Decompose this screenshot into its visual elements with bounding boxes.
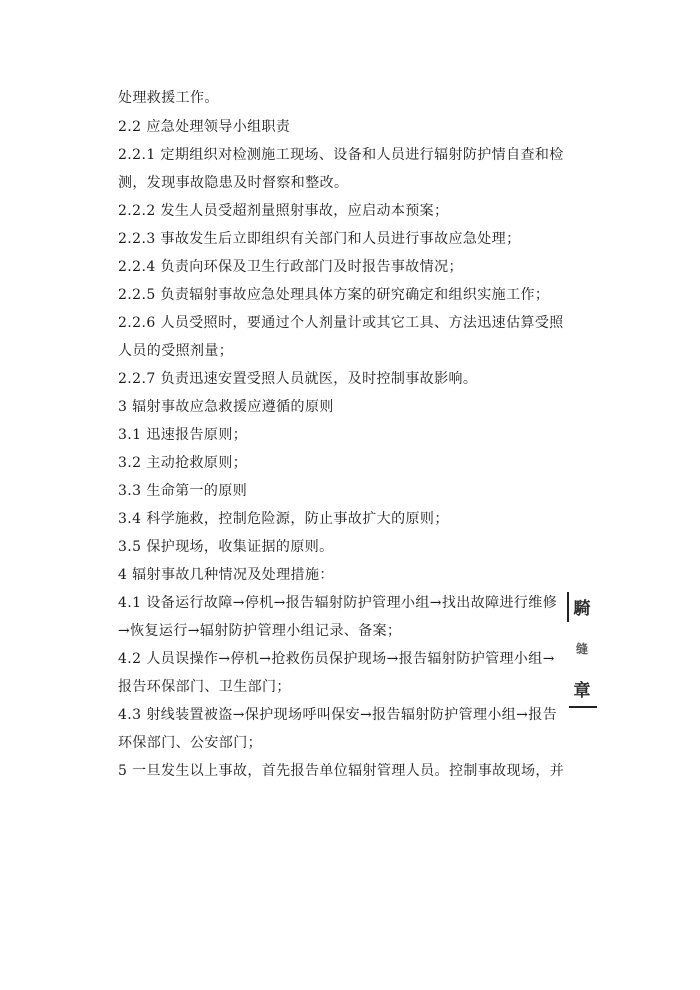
seal-fragment: 章 [573, 681, 591, 701]
text-line: 4.1 设备运行故障→停机→报告辐射防护管理小组→找出故障进行维修 [118, 595, 558, 611]
text-line: 2.2.3 事故发生后立即组织有关部门和人员进行事故应急处理； [118, 231, 521, 247]
text-line: 2.2.4 负责向环保及卫生行政部门及时报告事故情况； [118, 259, 463, 275]
text-line: →恢复运行→辐射防护管理小组记录、备案； [118, 623, 402, 639]
section-heading: 3 辐射事故应急救援应遵循的原则 [118, 399, 334, 415]
seal-fragment: 騎 [573, 599, 591, 619]
text-line: 4.3 射线装置被盗→保护现场呼叫保安→报告辐射防护管理小组→报告 [118, 707, 558, 723]
text-line: 环保部门、公安部门； [118, 735, 262, 751]
seam-seal-stamp [567, 584, 601, 714]
section-heading: 5 一旦发生以上事故，首先报告单位辐射管理人员。控制事故现场，并 [118, 763, 565, 779]
text-line: 4.2 人员误操作→停机→抢救伤员保护现场→报告辐射防护管理小组→ [118, 651, 555, 667]
text-line: 2.2.2 发生人员受超剂量照射事故，应启动本预案； [118, 203, 449, 219]
section-heading: 2.2 应急处理领导小组职责 [118, 119, 291, 135]
seal-fragment: 缝 [575, 642, 588, 656]
text-line: 3.2 主动抢救原则； [118, 455, 248, 471]
text-line: 2.2.7 负责迅速安置受照人员就医，及时控制事故影响。 [118, 371, 478, 387]
text-line: 测，发现事故隐患及时督察和整改。 [118, 175, 349, 191]
text-line: 人员的受照剂量； [118, 343, 234, 359]
text-line: 3.5 保护现场，收集证据的原则。 [118, 539, 334, 555]
text-line: 3.1 迅速报告原则； [118, 427, 248, 443]
text-line: 3.4 科学施救，控制危险源，防止事故扩大的原则； [118, 511, 449, 527]
text-line: 2.2.5 负责辐射事故应急处理具体方案的研究确定和组织实施工作； [118, 287, 550, 303]
text-line: 2.2.6 人员受照时，要通过个人剂量计或其它工具、方法迅速估算受照 [118, 315, 564, 331]
section-heading: 4 辐射事故几种情况及处理措施： [118, 567, 334, 583]
text-line: 报告环保部门、卫生部门； [118, 679, 291, 695]
text-line: 3.3 生命第一的原则 [118, 483, 248, 499]
text-line: 处理救援工作。 [118, 90, 219, 106]
seal-border [569, 706, 597, 708]
text-line: 2.2.1 定期组织对检测施工现场、设备和人员进行辐射防护情自查和检 [118, 147, 564, 163]
